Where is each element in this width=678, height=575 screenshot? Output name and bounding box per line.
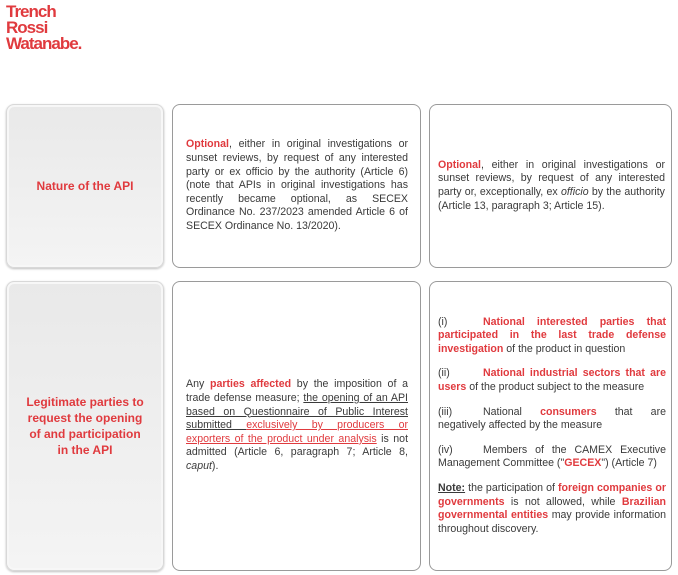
item-pre: National (483, 405, 541, 418)
item-number: (ii) (438, 367, 450, 380)
parties-sunset-cell (429, 281, 672, 571)
parties-t2: by the imposition of a trade defense measure; (186, 378, 409, 405)
item-keyword: consumers (540, 405, 597, 418)
row-label-parties-text: Legitimate parties to request the opening of and participation in the API (26, 395, 144, 457)
item-pre: Members of the CAMEX Executive Management Committee (" (438, 443, 666, 470)
parties-t1: Any (186, 378, 210, 391)
optional-keyword: Optional (186, 138, 229, 151)
parties-t3: is not admitted (Article 6, paragraph 7; Article 8, (186, 432, 409, 459)
nature-original-body: , either in original investigations or sunset reviews, by request of any interested party or ex officio by the authority (Article 6) (note that APIs in original investigations has recently became optional, as SECEX Ordinance No. 237/2023 amended Article 6 of SECEX Ordinance No. 13/2020). (186, 138, 408, 232)
item-keyword: National interested parties that participated in the last trade defense investigation (438, 315, 666, 355)
parties-underlined-red: exclusively by producers or exporters of the product under analysis (186, 419, 408, 445)
item-number: (i) (438, 315, 448, 328)
row-label-parties (6, 281, 164, 571)
logo-dot: . (77, 34, 82, 53)
item-number: (iii) (438, 405, 453, 418)
note-t2: is not allowed, while (504, 495, 622, 508)
row-label-nature-text: Nature of the API (36, 179, 134, 193)
parties-original-cell (172, 281, 421, 571)
parties-affected-keyword: parties affected (209, 378, 292, 391)
parties-underlined: the opening of an API based on Questionnaire of Public Interest submitted (186, 392, 408, 432)
logo-line-3 (6, 36, 116, 52)
row-label-nature (6, 104, 164, 268)
item-rest: of the product in question (503, 342, 626, 355)
nature-sunset-cell (429, 104, 672, 268)
nature-original-cell (172, 104, 421, 268)
note-t3: may provide information throughout discovery. (438, 509, 666, 535)
nature-sunset-text (430, 159, 671, 213)
nature-sunset-body-2: by the authority (Article 13, paragraph 3; Article 15). (438, 186, 665, 212)
optional-keyword: Optional (438, 158, 481, 171)
item-rest: that are negatively affected by the measure (438, 405, 666, 432)
note-brazilian: Brazilian governmental entities (438, 495, 666, 522)
note-foreign: foreign companies or governments (438, 481, 666, 508)
logo-line-3-text: Watanabe (6, 34, 78, 53)
list-item (438, 367, 666, 394)
caput-term: caput (186, 459, 212, 472)
parties-sunset-list (430, 316, 671, 537)
logo-line-2: Rossi (6, 18, 48, 37)
item-rest: of the product subject to the measure (466, 381, 645, 394)
nature-sunset-body-1: , either in original investigations or sunset reviews, by request of any interested party or, exceptionally, ex (438, 158, 665, 198)
item-number: (iv) (438, 443, 453, 456)
list-item (438, 444, 666, 471)
item-keyword: National industrial sectors that are users (438, 367, 666, 394)
officio-term: officio (560, 186, 589, 198)
note-label: Note: (438, 481, 466, 494)
logo-line-1: Trench (6, 2, 56, 21)
list-item (438, 406, 666, 433)
nature-original-text (173, 138, 420, 233)
item-rest: ") (Article 7) (601, 457, 657, 470)
item-keyword: GECEX (564, 457, 602, 470)
note-t1: the participation of (465, 481, 559, 494)
list-item (438, 316, 666, 357)
company-logo (6, 4, 116, 52)
parties-original-text (173, 378, 420, 473)
parties-t4: ). (211, 459, 219, 472)
note-paragraph (438, 482, 666, 536)
